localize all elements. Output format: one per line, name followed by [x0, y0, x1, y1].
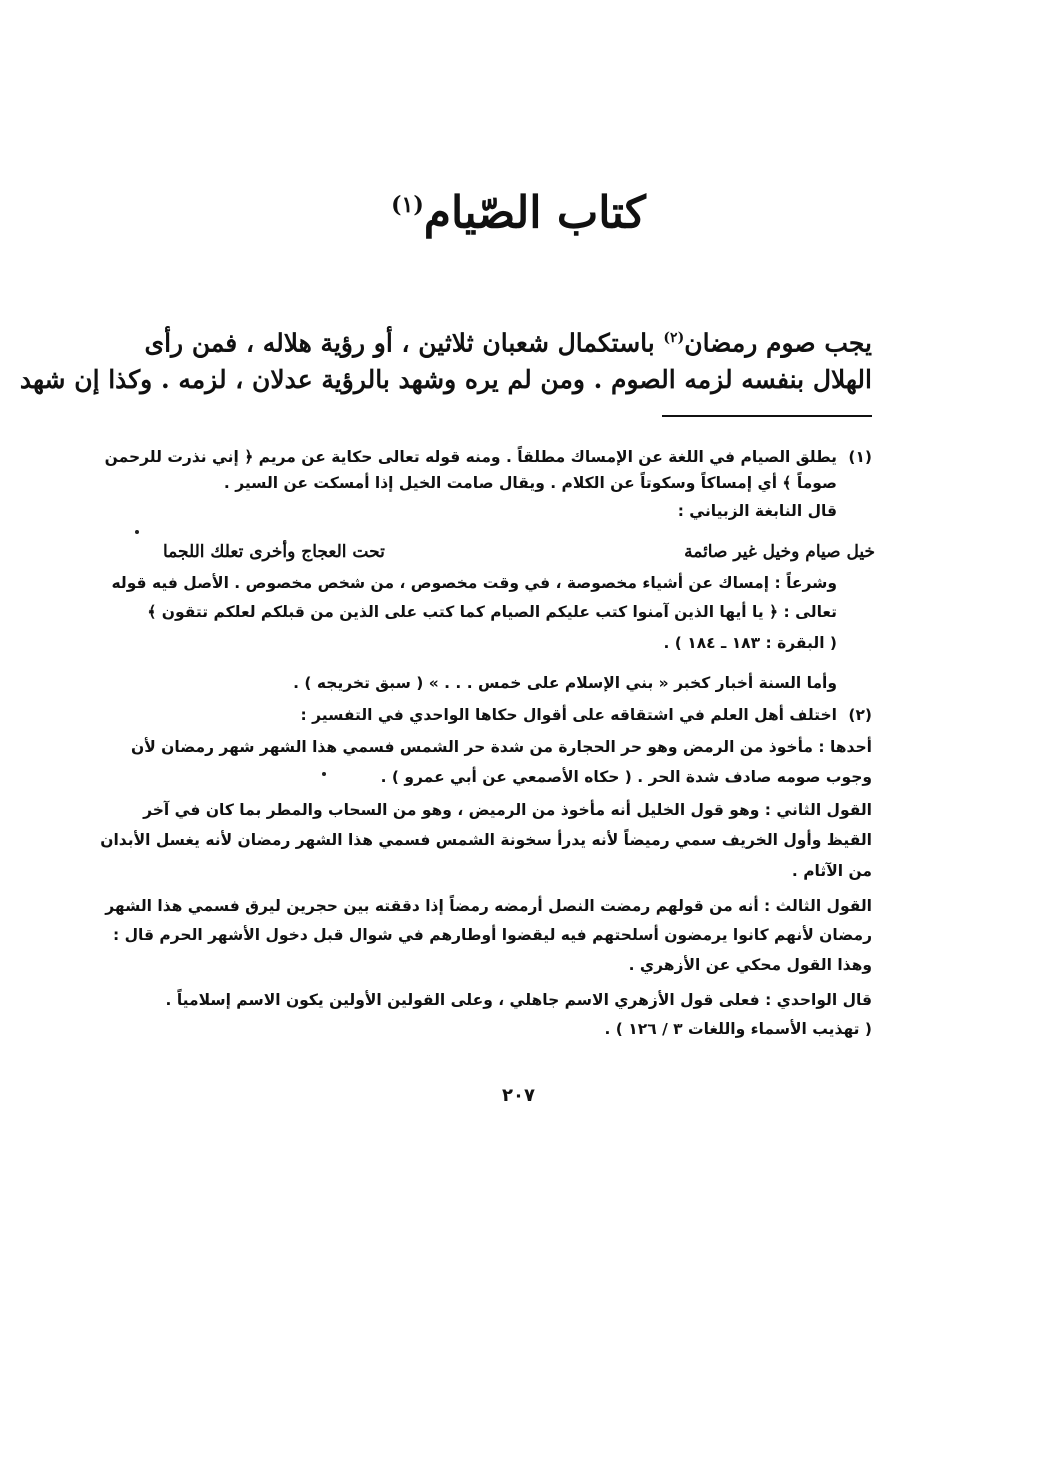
- chapter-title-text: كتاب الصّيام: [423, 187, 646, 239]
- footnote-2-line-8: رمضان لأنهم كانوا يرمضون أسلحتهم فيه ليقضوا أوطارهم في شوال قبل دخول الأشهر الحرم قال :: [113, 926, 872, 944]
- page-number: ٢٠٧: [502, 1085, 535, 1106]
- footnote-2-line-5: القيظ وأول الخريف سمي رميضاً لأنه يدرأ سخونة الشمس فسمي هذا الشهر رمضان لأنه يغسل الأبدان: [100, 831, 872, 849]
- footnote-1-line-5: تعالى : ﴿ يا أيها الذين آمنوا كتب عليكم الصيام كما كتب على الذين من قبلكم لعلكم تتقون ﴾: [147, 603, 837, 621]
- footnote-1-line-4: وشرعاً : إمساك عن أشياء مخصوصة ، في وقت مخصوص ، من شخص مخصوص . الأصل فيه قوله: [111, 574, 837, 592]
- footnote-1-line-6: ( البقرة : ١٨٣ ـ ١٨٤ ) .: [663, 634, 837, 652]
- footnote-1-line-1: يطلق الصيام في اللغة عن الإمساك مطلقاً . ومنه قوله تعالى حكاية عن مريم ﴿ إني نذرت للرحمن: [104, 448, 837, 466]
- footnote-2-line-2: أحدها : مأخوذ من الرمض وهو حر الحجارة من شدة حر الشمس فسمي هذا الشهر شهر رمضان لأن: [131, 738, 872, 756]
- footnote-2-line-11: ( تهذيب الأسماء واللغات ٣ / ١٢٦ ) .: [604, 1020, 872, 1038]
- poem-hemistich-left: تحت العجاج وأخرى تعلك اللجما: [163, 542, 385, 562]
- main-text-line-1-end: باستكمال شعبان ثلاثين ، أو رؤية هلاله ، فمن رأى: [144, 328, 664, 358]
- scan-speck: [322, 772, 326, 776]
- poem-hemistich-right: خيل صيام وخيل غير صائمة: [684, 542, 875, 562]
- footnote-2-line-6: من الآثام .: [791, 862, 872, 880]
- title-footnote-ref: (١): [391, 192, 424, 218]
- main-text-line-1-start: يجب صوم رمضان: [684, 328, 872, 358]
- footnote-1-line-3: قال النابغة الزبياني :: [677, 502, 837, 520]
- main-text-footnote-ref: (٢): [663, 330, 685, 346]
- footnote-2-line-9: وهذا القول محكي عن الأزهري .: [628, 956, 872, 974]
- footnote-2-line-1: اختلف أهل العلم في اشتقاقه على أقوال حكاها الواحدي في التفسير :: [300, 706, 837, 724]
- main-text-line-1: [144, 318, 872, 363]
- footnote-separator: [662, 415, 872, 417]
- footnote-1-line-2: صوماً ﴾ أي إمساكاً وسكوتاً عن الكلام . ويقال صامت الخيل إذا أمسكت عن السير .: [223, 474, 837, 492]
- footnote-2-line-3: وجوب صومه صادف شدة الحر . ( حكاه الأصمعي عن أبي عمرو ) .: [380, 768, 872, 786]
- footnote-2-marker: (٢): [848, 706, 872, 724]
- footnote-2-line-4: القول الثاني : وهو قول الخليل أنه مأخوذ من الرميض ، وهو من السحاب والمطر بما كان في آخر: [143, 801, 872, 819]
- footnote-2-line-7: القول الثالث : أنه من قولهم رمضت النصل أرمضه رمضاً إذا دققته بين حجرين ليرق فسمي هذا الشهر: [105, 897, 872, 915]
- footnote-1-line-7: وأما السنة أخبار كخبر « بني الإسلام على خمس . . . » ( سبق تخريجه ) .: [293, 674, 837, 692]
- scan-speck: [135, 530, 139, 534]
- main-text-line-2: الهلال بنفسه لزمه الصوم . ومن لم يره وشهد بالرؤية عدلان ، لزمه . وكذا إن شهد: [19, 365, 872, 394]
- footnote-1-marker: (١): [848, 448, 872, 466]
- poem-verse: [163, 539, 875, 565]
- footnote-2-line-10: قال الواحدي : فعلى قول الأزهري الاسم جاهلي ، وعلى القولين الأولين يكون الاسم إسلامياً .: [165, 991, 872, 1009]
- chapter-title: [0, 175, 1037, 244]
